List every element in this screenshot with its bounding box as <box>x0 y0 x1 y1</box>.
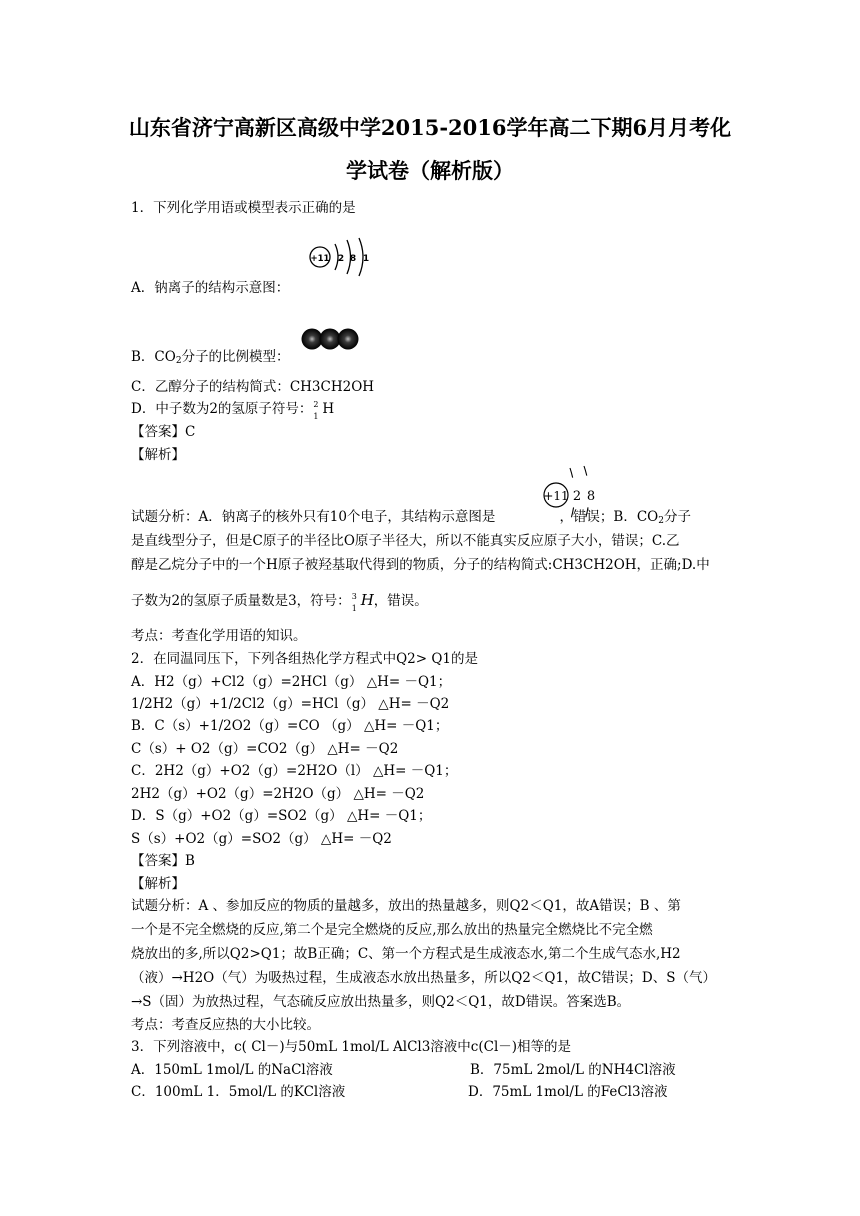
q2-line: B．C（s）+1/2O2（g）=CO （g） △H= －Q1； <box>131 718 449 734</box>
q2-analysis-label: 【解析】 <box>131 876 185 892</box>
q2-kaodian: 考点：考查反应热的大小比较。 <box>131 1017 320 1033</box>
q2-line: 2H2（g）+O2（g）=2H2O（g） △H= －Q2 <box>131 786 425 802</box>
oxygen-atom-ball <box>338 329 359 350</box>
q3-option-c: C．100mL 1．5mol/L 的KCl溶液 <box>131 1084 346 1100</box>
hydrogen-isotope-symbol: 3 1 <box>351 592 357 613</box>
q1-explanation-line3: 醇是乙烷分子中的一个H原子被羟基取代得到的物质，分子的结构简式:CH3CH2OH，正确;D.中 <box>131 557 710 573</box>
co2-space-filling-model <box>301 326 361 352</box>
q2-line: C．2H2（g）+O2（g）=2H2O（l） △H= －Q1； <box>131 763 458 779</box>
sodium-atom-nucleus: +11 <box>310 254 330 264</box>
q2-answer: 【答案】B <box>131 853 195 869</box>
q2-explanation-line: 一个是不完全燃烧的反应,第二个是完全燃烧的反应,那么放出的热量完全燃烧比不完全燃 <box>131 922 653 938</box>
shell-count: 2 <box>572 489 582 504</box>
document-title-line1: 山东省济宁高新区高级中学2015-2016学年高二下期6月月考化 <box>128 115 732 140</box>
sodium-ion-nucleus: +11 <box>543 489 569 503</box>
shell-count: 1 <box>362 254 370 264</box>
carbon-atom-ball <box>320 329 341 350</box>
q2-explanation-line: （液）→H2O（气）为吸热过程，生成液态水放出热量多，所以Q2＜Q1，故C错误；D、S（气） <box>131 970 716 986</box>
q2-line: D．S（g）+O2（g）=SO2（g） △H= －Q1； <box>131 808 432 824</box>
q3-option-a: A．150mL 1mol/L 的NaCl溶液 <box>131 1062 333 1078</box>
q2-line: S（s）+O2（g）=SO2（g） △H= －Q2 <box>131 831 392 847</box>
q1-stem: 1．下列化学用语或模型表示正确的是 <box>131 200 356 216</box>
q1-option-c: C．乙醇分子的结构简式：CH3CH2OH <box>131 379 375 395</box>
q3-stem: 3．下列溶液中，c( Cl－)与50mL 1mol/L AlCl3溶液中c(Cl－)相等的是 <box>131 1039 572 1055</box>
q1-option-d: D．中子数为2的氢原子符号： 2 1 H <box>131 400 335 421</box>
hydrogen-isotope-symbol: 2 1 <box>313 400 319 421</box>
q3-option-d: D．75mL 1mol/L 的FeCl3溶液 <box>468 1084 668 1100</box>
q2-line: 1/2H2（g）+1/2Cl2（g）=HCl（g） △H= －Q2 <box>131 696 450 712</box>
q2-stem: 2．在同温同压下，下列各组热化学方程式中Q2> Q1的是 <box>131 651 479 667</box>
q1-explanation-line1: 试题分析：A．钠离子的核外只有10个电子，其结构示意图是 ，错误；B．$CO_2$分子 <box>131 509 691 526</box>
q2-explanation-line: 烧放出的多,所以Q2>Q1；故B正确；C、第一个方程式是生成液态水,第二个生成气态水,H2 <box>131 946 681 962</box>
shell-count: 8 <box>349 254 357 264</box>
shell-count: 8 <box>586 489 596 504</box>
q1-option-a: A．钠离子的结构示意图： <box>131 280 290 296</box>
q2-explanation-line: →S（固）为放热过程，气态硫反应放出热量多，则Q2＜Q1，故D错误。答案选B。 <box>131 994 631 1010</box>
q3-option-b: B．75mL 2mol/L 的NH4Cl溶液 <box>470 1062 676 1078</box>
sodium-atom-diagram <box>307 236 377 278</box>
q2-line: A．H2（g）+Cl2（g）=2HCl（g） △H= －Q1； <box>131 674 452 690</box>
q1-answer: 【答案】C <box>131 424 196 440</box>
q2-line: C（s）+ O2（g）=CO2（g） △H= －Q2 <box>131 741 399 757</box>
q1-analysis-label: 【解析】 <box>131 447 185 463</box>
q2-explanation-line: 试题分析：A 、参加反应的物质的量越多，放出的热量越多，则Q2＜Q1，故A错误；B 、第 <box>131 898 681 914</box>
q1-explanation-line4: 子数为2的氢原子质量数是3，符号： 3 1 H，错误。 <box>131 591 428 613</box>
shell-count: 2 <box>337 254 345 264</box>
oxygen-atom-ball <box>302 329 323 350</box>
q1-explanation-line2: 是直线型分子，但是C原子的半径比O原子半径大，所以不能真实反应原子大小，错误；C.乙 <box>131 533 680 549</box>
q1-kaodian: 考点：考查化学用语的知识。 <box>131 628 307 644</box>
document-title-line2: 学试卷（解析版） <box>346 158 514 183</box>
q1-option-b: B．$CO_2$分子的比例模型： <box>131 349 290 366</box>
